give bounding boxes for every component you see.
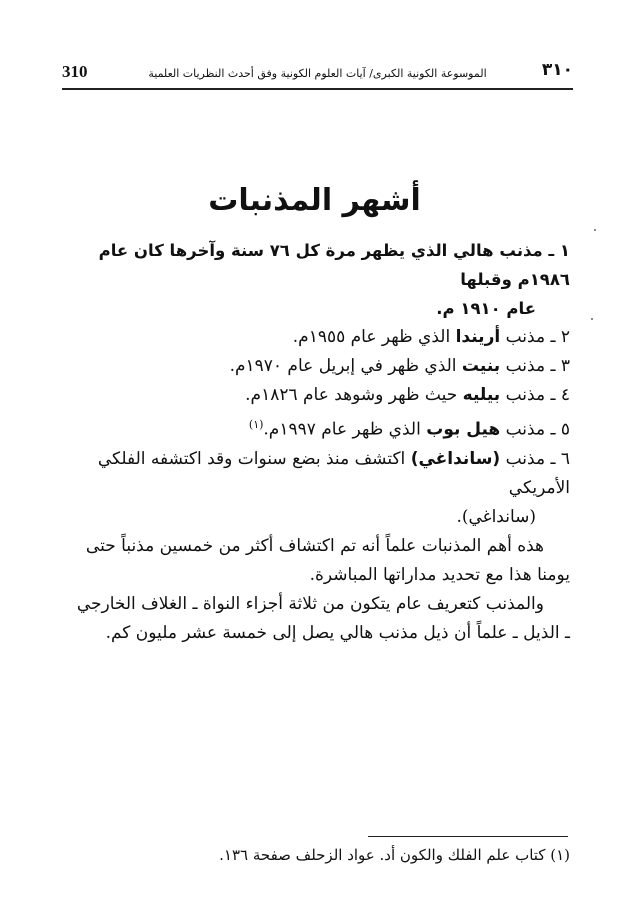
item-number: ٥ ـ (550, 419, 570, 440)
paragraph-line: ـ الذيل ـ علماً أن ذيل مذنب هالي يصل إلى خمسة عشر مليون كم. (105, 622, 570, 643)
paragraph (70, 590, 570, 619)
item-number: ٦ ـ (550, 448, 570, 469)
list-item (70, 323, 570, 352)
comet-name: بيليه (462, 385, 501, 405)
item-text: الذي ظهر عام ١٩٥٥م. (292, 327, 451, 347)
list-item (70, 381, 570, 410)
main-text (70, 236, 570, 648)
comet-name: هيل بوب (426, 419, 501, 440)
item-text: الذي ظهر عام ١٩٩٧م. (263, 419, 421, 440)
item-number: ٣ ـ (550, 356, 570, 376)
item-number: ٢ ـ (550, 327, 570, 347)
item-text: حيث ظهر وشوهد عام ١٨٢٦م. (245, 385, 458, 405)
item-word: مذنب (505, 327, 546, 347)
paragraph-continuation (70, 619, 570, 648)
comet-name: (سانداغي) (410, 448, 501, 469)
list-item (70, 410, 570, 445)
item-number: ٤ ـ (550, 385, 570, 405)
item-word: مذنب (505, 385, 546, 405)
list-item-continuation (70, 294, 570, 323)
paragraph-line: هذه أهم المذنبات علماً أنه تم اكتشاف أكثر من خمسين مذنباً حتى (85, 535, 544, 556)
item-text: الذي ظهر في إبريل عام ١٩٧٠م. (229, 356, 457, 376)
item-word: مذنب (505, 448, 546, 469)
list-item (70, 236, 570, 294)
item-text: اكتشف منذ بضع سنوات وقد اكتشفه الفلكي الأمريكي (97, 448, 570, 498)
comet-name: هالي (453, 241, 494, 260)
list-item-continuation (70, 503, 570, 532)
item-word: مذنب (505, 419, 546, 440)
item-continuation: عام ١٩١٠ م. (436, 299, 536, 318)
paragraph-line: والمذنب كتعريف عام يتكون من ثلاثة أجزاء النواة ـ الغلاف الخارجي (76, 593, 544, 614)
footnote-text: كتاب علم الفلك والكون أد. عواد الزحلف صفحة ١٣٦. (219, 846, 546, 864)
item-number: ١ ـ (548, 241, 570, 260)
paragraph (70, 532, 570, 561)
item-text: الذي يظهر مرة كل ٧٦ سنة وآخرها كان عام ١٩٨٦م وقبلها (98, 241, 570, 289)
footnote-rule (368, 836, 568, 837)
list-item (70, 352, 570, 381)
paragraph-line: يومنا هذا مع تحديد مداراتها المباشرة. (309, 564, 570, 585)
list-item (70, 445, 570, 503)
paragraph-continuation (70, 561, 570, 590)
footnote-marker: (١) (248, 418, 264, 431)
scan-speck (594, 229, 596, 231)
page-title: أشهر المذنبات (208, 183, 421, 218)
footnote-number: (١) (550, 846, 570, 864)
footnote (70, 846, 570, 864)
item-word: مذنب (505, 356, 546, 376)
item-word: مذنب (499, 241, 543, 260)
page-number-latin: 310 (62, 62, 88, 81)
scan-speck (591, 318, 593, 320)
page-header (62, 60, 573, 90)
running-title: الموسوعة الكونية الكبرى/ آيات العلوم الكونية وفق أحدث النظريات العلمية (148, 67, 487, 80)
comet-name: بنيت (461, 356, 501, 376)
page-number-arabic: ٣١٠ (541, 60, 573, 80)
item-continuation: (سانداغي). (456, 506, 536, 527)
comet-name: أريندا (455, 327, 501, 347)
